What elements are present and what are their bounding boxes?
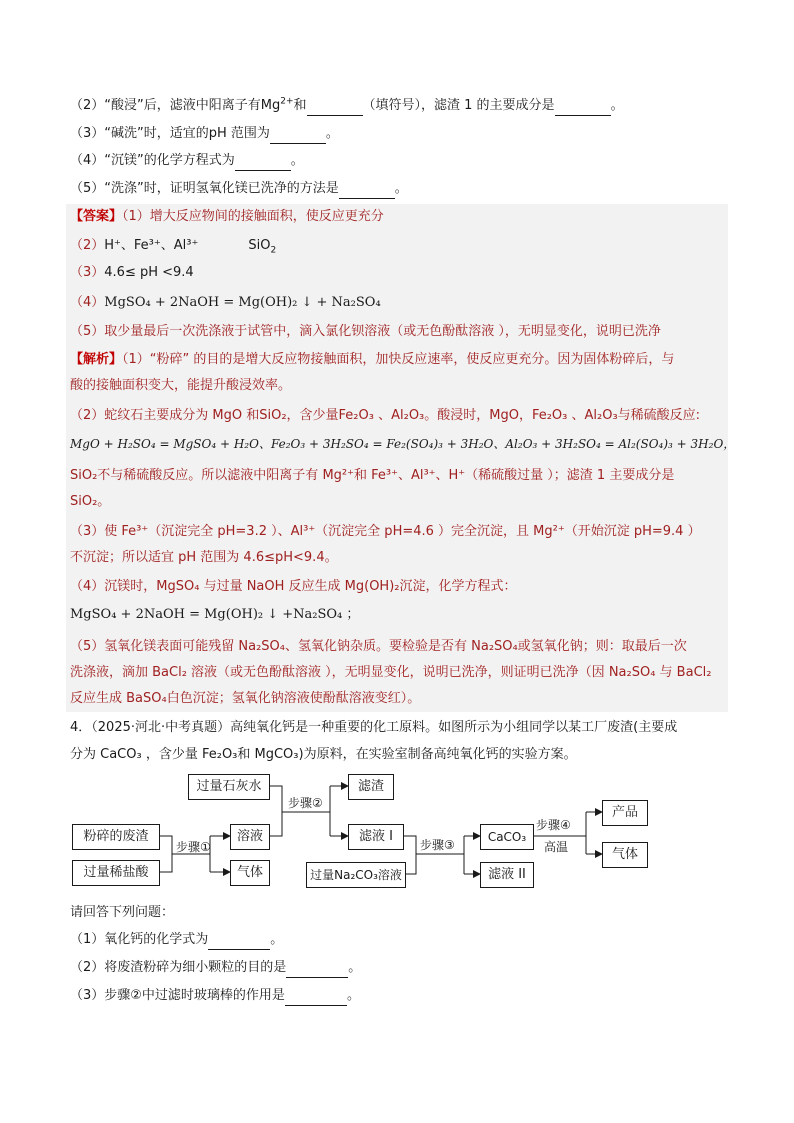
question4-prompt-text: 请回答下列问题： — [70, 905, 175, 920]
question4-prompt — [70, 903, 726, 923]
answer-4 — [70, 293, 726, 313]
answer-3-prefix: （3） — [70, 265, 105, 280]
label-step4-condition: 高温 — [544, 840, 569, 854]
analysis-5a — [70, 637, 726, 657]
question4-sub1-text-b: 。 — [270, 932, 284, 947]
answer-3-value: 4.6≤ pH <9.4 — [104, 265, 194, 280]
question4-sub1 — [70, 930, 726, 950]
answer-5 — [70, 322, 726, 342]
analysis-4a — [70, 577, 726, 597]
question4-intro-b-text: 分为 CaCO₃ ，含少量 Fe₂O₃和 MgCO₃)为原料，在实验室制备高纯氧化钙的实验方案。 — [70, 747, 577, 762]
question4-intro-a-text: 4．（2025·河北·中考真题）高纯氧化钙是一种重要的化工原料。如图所示为小组同学以某工厂废渣(主要成 — [70, 720, 678, 735]
label-step1: 步骤① — [176, 840, 211, 854]
connector-inputs-1 — [158, 836, 172, 872]
answer-1 — [70, 207, 726, 227]
box-residue: 滤渣 — [348, 774, 394, 800]
box-solution: 溶液 — [230, 824, 270, 850]
box-waste: 粉碎的废渣 — [72, 824, 160, 850]
answer-2-ions: H⁺、Fe³⁺、Al³⁺ — [104, 238, 199, 253]
analysis-1a — [70, 350, 726, 370]
answer-blank — [307, 101, 363, 116]
q2-text-c: （填符号），滤渣 1 的主要成分是 — [362, 98, 555, 113]
analysis-4-equation-text: MgSO₄ + 2NaOH = Mg(OH)₂ ↓ +Na₂SO₄ ； — [70, 607, 360, 622]
answer-blank — [555, 101, 611, 116]
analysis-5b-text: 洗涤液，滴加 BaCl₂ 溶液（或无色酚酞溶液 ），无明显变化，说明已洗净，则证明已洗净（因 Na₂SO₄ 与 BaCl₂ — [70, 665, 712, 680]
answer-4-prefix: （4） — [70, 295, 105, 310]
label-step4: 步骤④ — [536, 818, 571, 832]
box-na2co3: 过量Na₂CO₃溶液 — [306, 862, 406, 888]
analysis-1b-text: 酸的接触面积变大，能提升酸浸效率。 — [70, 378, 292, 393]
connector-inputs-2 — [268, 786, 282, 836]
analysis-tag: 【解析】 — [70, 352, 123, 367]
analysis-4a-text: （4）沉镁时，MgSO₄ 与过量 NaOH 反应生成 Mg(OH)₂沉淀，化学方程式： — [70, 579, 517, 594]
analysis-2d-text: SiO₂。 — [70, 494, 111, 509]
q4-text-a: （4）“沉镁”的化学方程式为 — [70, 153, 235, 168]
analysis-5b — [70, 663, 726, 683]
analysis-1b — [70, 376, 726, 396]
question-2: （2）“酸浸”后，滤液中阳离子有$Mg^{2+}$和 （填符号），滤渣 1 的主要成分是 。 — [70, 96, 726, 116]
answer-blank — [270, 129, 326, 144]
question-4 — [70, 151, 726, 171]
analysis-2-equation-text: MgO + H₂SO₄ = MgSO₄ + H₂O、Fe₂O₃ + 3H₂SO₄ = Fe₂(SO₄)₃ + 3H₂O、Al₂O₃ + 3H₂SO₄ = Al₂(SO₄)₃ + 3H₂O， — [70, 437, 736, 451]
analysis-2a-text: （2）蛇纹石主要成分为 MgO 和SiO₂，含少量Fe₂O₃ 、Al₂O₃。酸浸时，MgO，Fe₂O₃ 、Al₂O₃与稀硫酸反应: — [70, 408, 701, 423]
box-filtrate2: 滤液 II — [480, 862, 534, 888]
analysis-5c-text: 反应生成 BaSO₄白色沉淀；氢氧化钠溶液使酚酞溶液变红）。 — [70, 691, 421, 706]
question4-intro-b — [70, 745, 726, 765]
question4-sub2-text-a: （2）将废渣粉碎为细小颗粒的目的是 — [70, 960, 287, 975]
box-filtrate1: 滤液 I — [348, 824, 404, 850]
analysis-1a-text: （1）“粉碎” 的目的是增大反应物接触面积，加快反应速率，使反应更充分。因为固体粉碎后，与 — [122, 352, 675, 367]
q4-text-b: 。 — [290, 153, 304, 168]
analysis-2c-text: SiO₂不与稀硫酸反应。所以滤液中阳离子有 Mg²⁺和 Fe³⁺、Al³⁺、H⁺（稀硫酸过量 ）；滤渣 1 主要成分是 — [70, 468, 675, 483]
answer-blank — [235, 156, 291, 171]
label-step3: 步骤③ — [420, 838, 455, 852]
answer-blank — [286, 963, 348, 978]
question4-sub3-text-a: （3）步骤②中过滤时玻璃棒的作用是 — [70, 988, 285, 1003]
analysis-3b-text: 不沉淀；所以适宜 pH 范围为 4.6≤pH<9.4。 — [70, 550, 338, 565]
process-flowchart — [60, 768, 740, 900]
analysis-4-equation — [70, 605, 726, 625]
analysis-2d — [70, 492, 726, 512]
answer-tag: 【答案】 — [70, 209, 123, 224]
question4-sub1-text-a: （1）氧化钙的化学式为 — [70, 932, 209, 947]
q2-text-a: （2）“酸浸”后，滤液中阳离子有Mg — [70, 98, 281, 113]
answer-2: （2）H⁺、Fe³⁺、Al³⁺ SiO$_2$ — [70, 238, 277, 256]
analysis-3a-text: （3）使 Fe³⁺（沉淀完全 pH=3.2 ）、Al³⁺（沉淀完全 pH=4.6 ）完全沉淀，且 Mg²⁺（开始沉淀 pH=9.4 ） — [70, 524, 701, 539]
question4-sub3-text-b: 。 — [346, 988, 360, 1003]
answer-2-prefix: （2） — [70, 238, 105, 253]
analysis-3b — [70, 548, 726, 568]
answer-blank — [285, 991, 347, 1006]
box-lime: 过量石灰水 — [188, 774, 270, 800]
question-3 — [70, 124, 726, 144]
answer-3 — [70, 263, 726, 283]
question4-sub2-text-b: 。 — [348, 960, 362, 975]
analysis-2a — [70, 406, 726, 426]
question4-sub3 — [70, 986, 726, 1006]
answer-2-residue: SiO — [248, 238, 271, 253]
q5-text-b: 。 — [394, 181, 408, 196]
box-caco3: CaCO₃ — [480, 824, 534, 850]
question4-intro-a — [70, 718, 726, 738]
label-step2: 步骤② — [288, 796, 323, 810]
question-5 — [70, 179, 726, 199]
box-hcl: 过量稀盐酸 — [72, 860, 160, 886]
answer-1-text: （1）增大反应物间的接触面积，使反应更充分 — [122, 209, 384, 224]
analysis-2-equation — [70, 434, 736, 454]
box-product: 产品 — [602, 800, 648, 826]
answer-4-equation: MgSO₄ + 2NaOH = Mg(OH)₂ ↓ + Na₂SO₄ — [104, 295, 381, 310]
analysis-3a — [70, 522, 726, 542]
answer-blank — [339, 184, 395, 199]
answer-blank — [208, 935, 270, 950]
box-gas1: 气体 — [230, 860, 270, 886]
q2-text-b: 和 — [293, 98, 307, 113]
answer-5-text: （5）取少量最后一次洗涤液于试管中，滴入氯化钡溶液（或无色酚酞溶液 ），无明显变化，说明已洗净 — [70, 324, 661, 339]
question4-sub2 — [70, 958, 726, 978]
box-gas2: 气体 — [602, 842, 648, 868]
q3-text-b: 。 — [325, 126, 339, 141]
analysis-2c — [70, 466, 726, 486]
q5-text-a: （5）“洗涤”时，证明氢氧化镁已洗净的方法是 — [70, 181, 339, 196]
analysis-5c — [70, 689, 726, 709]
q3-text-a: （3）“碱洗”时，适宜的pH 范围为 — [70, 126, 270, 141]
analysis-5a-text: （5）氢氧化镁表面可能残留 Na₂SO₄、氢氧化钠杂质。要检验是否有 Na₂SO₄或氢氧化钠；则：取最后一次 — [70, 639, 687, 654]
q2-text-d: 。 — [610, 98, 624, 113]
